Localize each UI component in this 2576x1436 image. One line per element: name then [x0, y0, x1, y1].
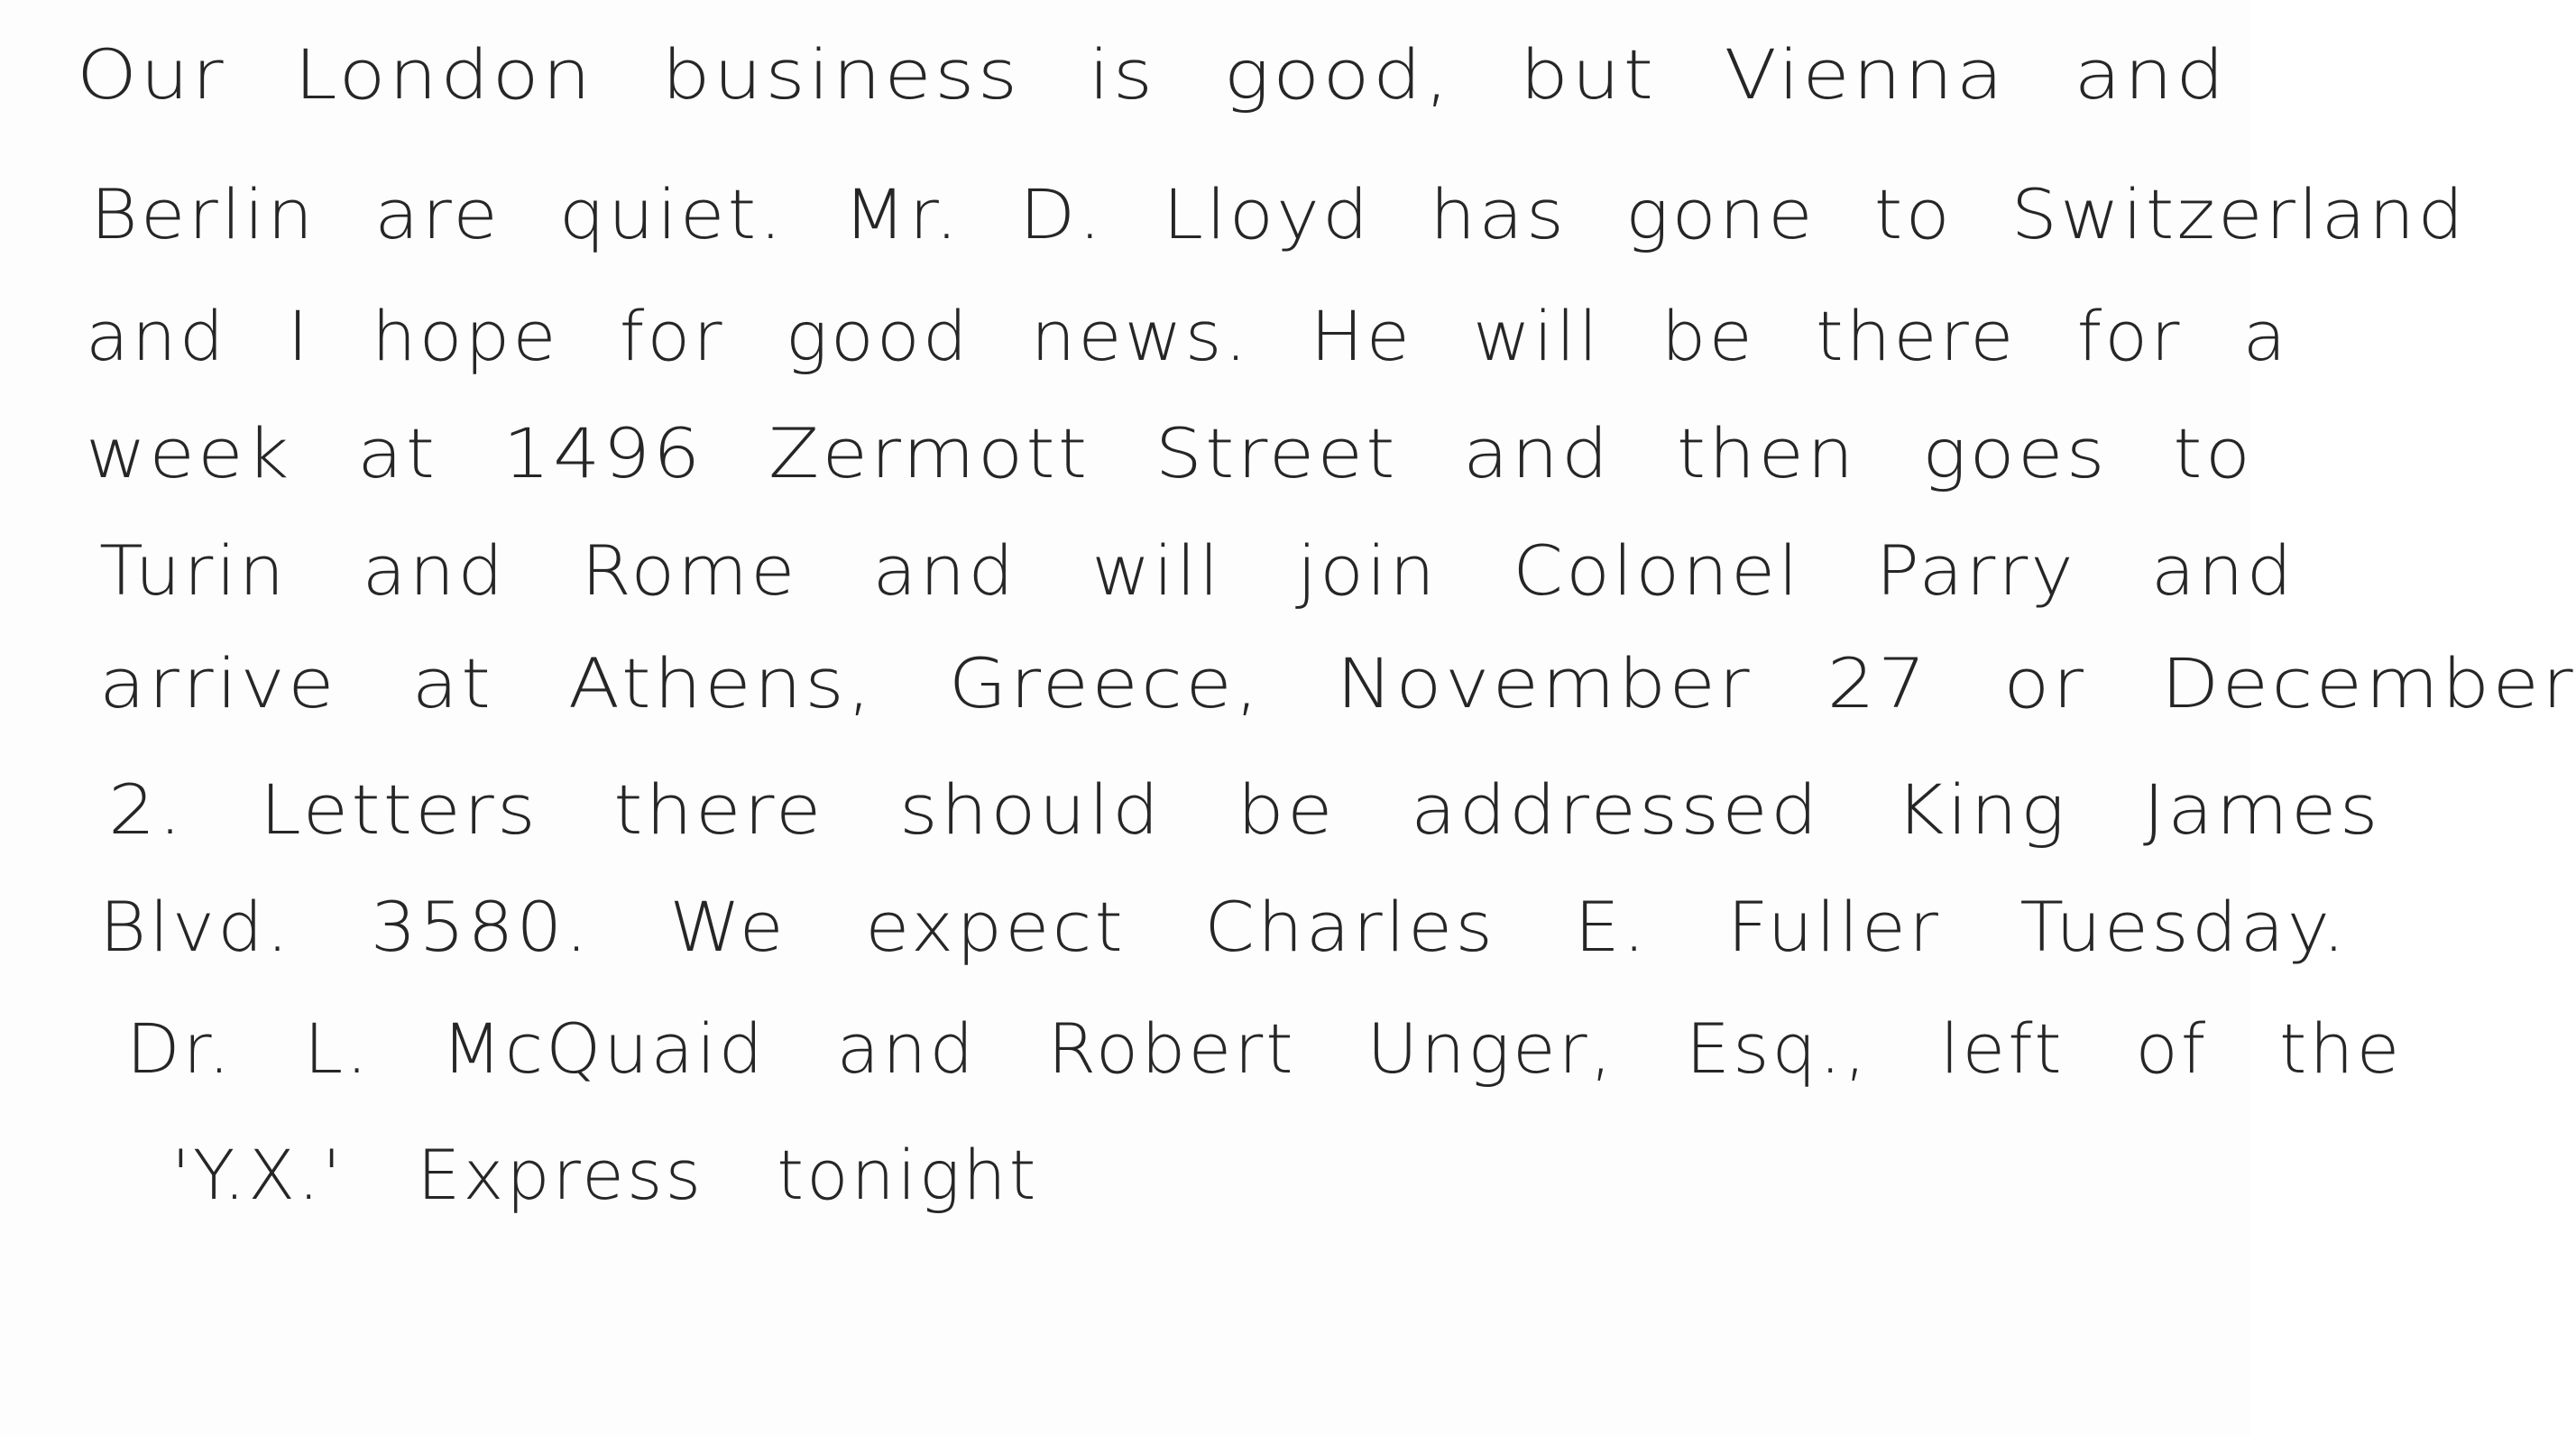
text-line: Berlin are quiet. Mr. D. Lloyd has gone to Switzerland: [90, 174, 2467, 254]
text-line: and I hope for good news. He will be there for a: [86, 296, 2289, 376]
text-line: Dr. L. McQuaid and Robert Unger, Esq., left of the: [126, 1008, 2403, 1089]
text-line: Blvd. 3580. We expect Charles E. Fuller Tuesday.: [99, 887, 2349, 967]
text-line: Turin and Rome and will join Colonel Parry and: [99, 530, 2295, 611]
text-line: arrive at Athens, Greece, November 27 or December: [99, 643, 2576, 723]
text-line: 2. Letters there should be addressed King James: [108, 769, 2381, 850]
text-line: week at 1496 Zermott Street and then goes to: [86, 413, 2254, 493]
text-line: 'Y.X.' Express tonight: [171, 1135, 1039, 1215]
text-line: Our London business is good, but Vienna and: [77, 34, 2228, 115]
